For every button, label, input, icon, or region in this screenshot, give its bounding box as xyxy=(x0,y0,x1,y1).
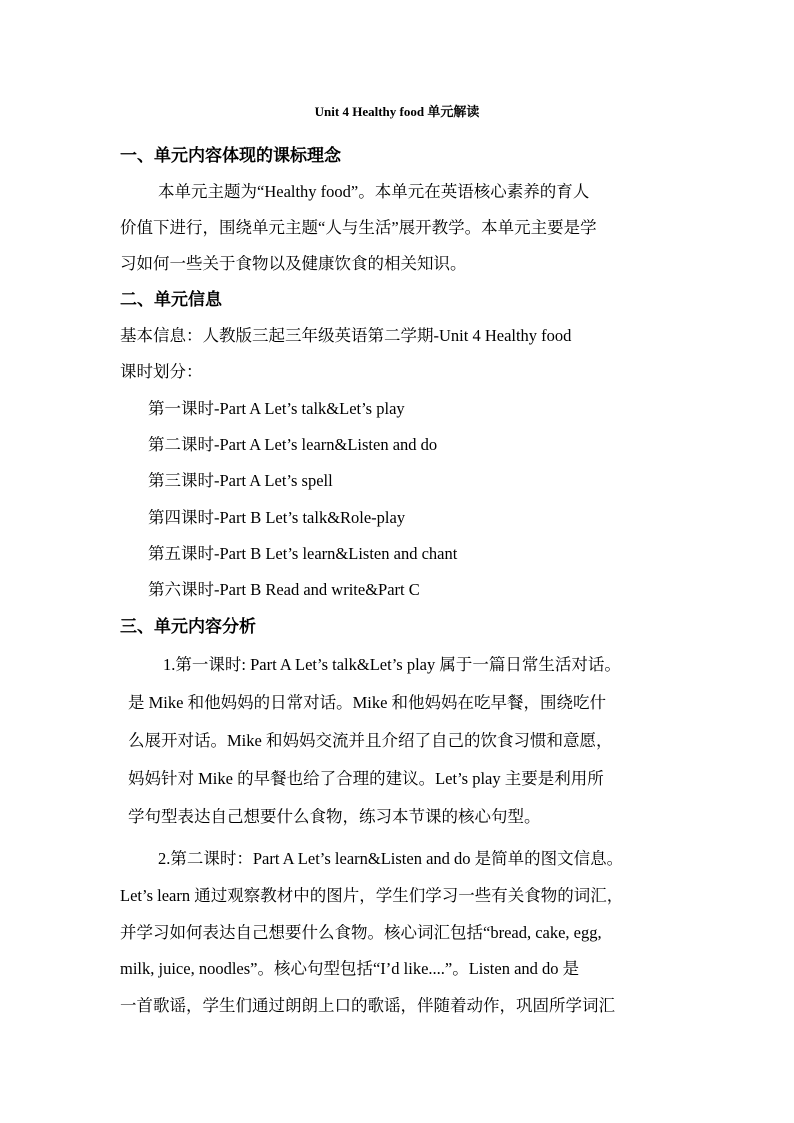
lesson-item: 第五课时-Part B Let’s learn&Listen and chant xyxy=(148,544,458,563)
paragraph-2-line: Let’s learn 通过观察教材中的图片，学生们学习一些有关食物的词汇， xyxy=(120,886,624,905)
paragraph-2-line: 并学习如何表达自己想要什么食物。核心词汇包括“bread, cake, egg, xyxy=(120,923,602,942)
section-1-line: 习如何一些关于食物以及健康饮食的相关知识。 xyxy=(120,254,467,273)
lesson-item: 第二课时-Part A Let’s learn&Listen and do xyxy=(148,435,438,454)
lesson-item: 第六课时-Part B Read and write&Part C xyxy=(148,580,420,599)
document-title: Unit 4 Healthy food 单元解读 xyxy=(314,104,480,119)
paragraph-2-line: milk, juice, noodles”。核心句型包括“I’d like....”。Listen and do 是 xyxy=(120,959,580,978)
lesson-division-label: 课时划分： xyxy=(120,362,203,381)
basic-info-line: 基本信息：人教版三起三年级英语第二学期-Unit 4 Healthy food xyxy=(120,326,572,345)
paragraph-1-line: 妈妈针对 Mike 的早餐也给了合理的建议。Let’s play 主要是利用所 xyxy=(128,769,604,788)
paragraph-1-line: 是 Mike 和他妈妈的日常对话。Mike 和他妈妈在吃早餐，围绕吃什 xyxy=(128,693,607,712)
lesson-item: 第一课时-Part A Let’s talk&Let’s play xyxy=(148,399,405,418)
lesson-item: 第三课时-Part A Let’s spell xyxy=(148,471,333,490)
section-1-line: 本单元主题为“Healthy food”。本单元在英语核心素养的育人 xyxy=(158,182,590,201)
paragraph-1-line: 学句型表达自己想要什么食物，练习本节课的核心句型。 xyxy=(128,807,541,826)
lesson-item: 第四课时-Part B Let’s talk&Role-play xyxy=(148,508,406,527)
paragraph-1-line: 1.第一课时: Part A Let’s talk&Let’s play 属于一篇日常生活对话。 xyxy=(163,655,621,674)
paragraph-2-line: 2.第二课时：Part A Let’s learn&Listen and do 是简单的图文信息。 xyxy=(158,849,624,868)
section-2-heading: 二、单元信息 xyxy=(120,290,222,309)
section-1-heading: 一、单元内容体现的课标理念 xyxy=(120,146,341,165)
paragraph-1-line: 么展开对话。Mike 和妈妈交流并且介绍了自己的饮食习惯和意愿， xyxy=(128,731,613,750)
section-3-heading: 三、单元内容分析 xyxy=(120,617,256,636)
paragraph-2-line: 一首歌谣，学生们通过朗朗上口的歌谣，伴随着动作，巩固所学词汇 xyxy=(120,996,615,1015)
section-1-line: 价值下进行，围绕单元主题“人与生活”展开教学。本单元主要是学 xyxy=(120,218,597,237)
